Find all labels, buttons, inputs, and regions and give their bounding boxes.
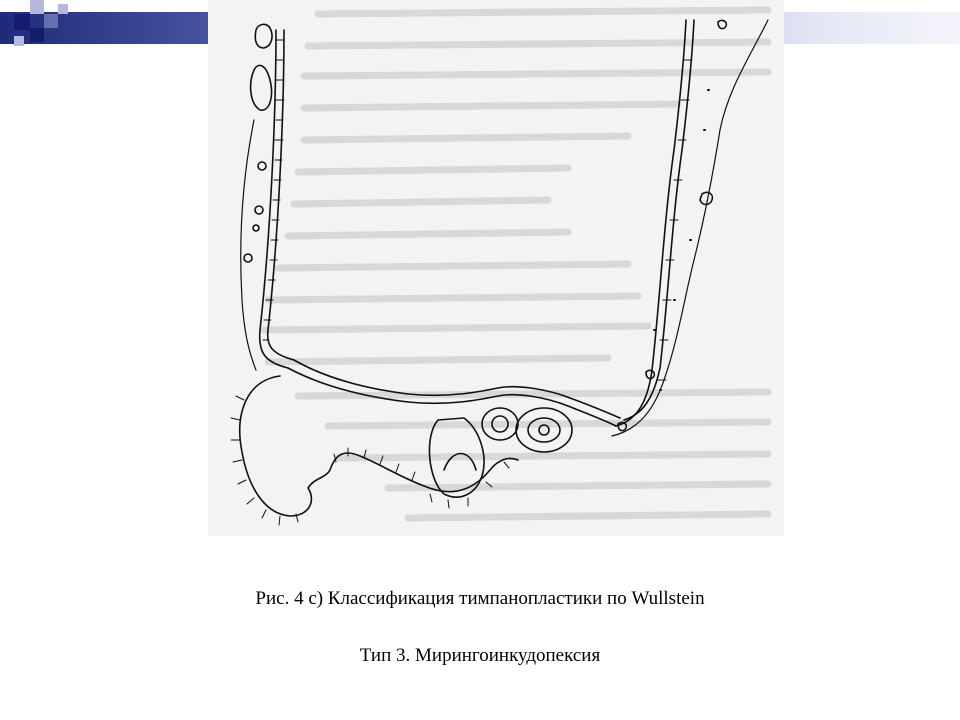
cell-cluster (718, 20, 726, 28)
tympanoplasty-diagram (208, 0, 784, 536)
figure-subcaption: Тип 3. Мирингоинкудопексия (359, 645, 601, 666)
mastoid-cell (244, 254, 252, 262)
incus (516, 408, 572, 452)
mastoid-cell (255, 206, 263, 214)
decorative-squares (0, 0, 80, 60)
right-canal-wall (616, 20, 686, 426)
right-canal-wall-inner (624, 20, 694, 420)
mastoid-outline (241, 120, 256, 370)
mastoid-cell (253, 225, 259, 231)
deco-square (14, 14, 30, 30)
cell-cluster (700, 192, 712, 204)
deco-square (44, 14, 58, 28)
mastoid-cell (251, 65, 272, 110)
deco-square (30, 0, 44, 14)
mastoid-cell (255, 24, 272, 48)
deco-square (58, 4, 68, 14)
deco-square (30, 28, 44, 42)
canal-wall-hatching (263, 40, 284, 340)
figure-caption: Рис. 4 с) Классификация тимпанопластики по Wullstein (255, 588, 705, 609)
mastoid-cell (258, 162, 266, 170)
deco-square (14, 36, 24, 46)
